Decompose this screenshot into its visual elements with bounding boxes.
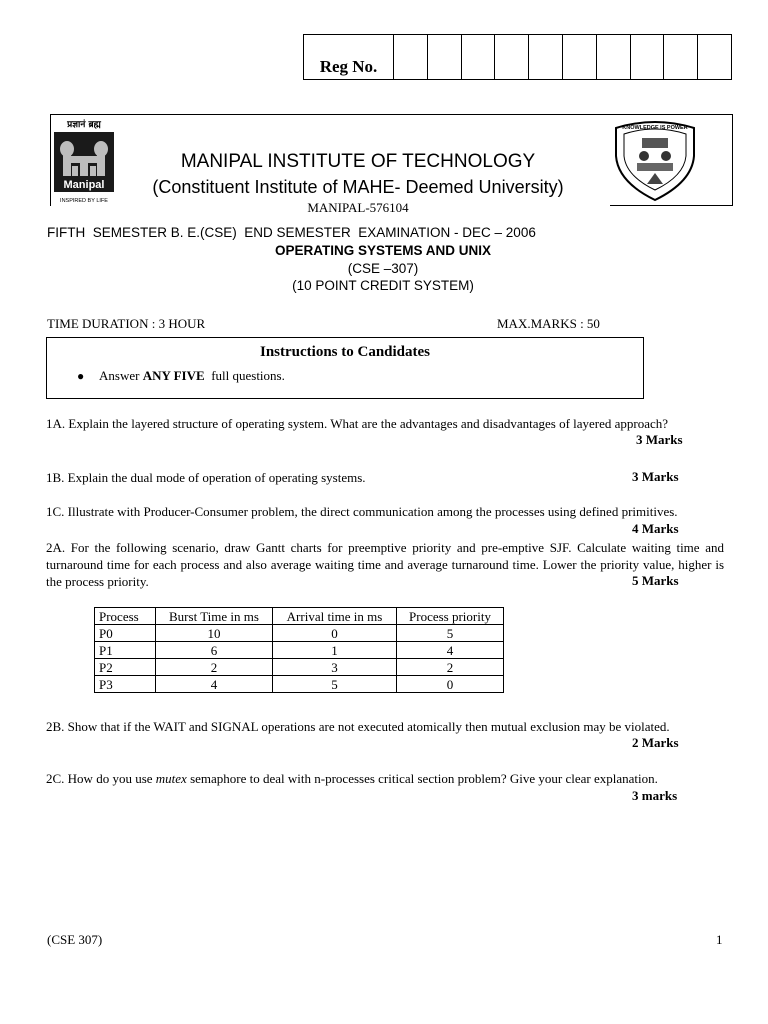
reg-no-cell — [597, 35, 631, 79]
subject-code: (CSE –307) — [347, 261, 419, 276]
question-2c: 2C. How do you use mutex semaphore to deal with n-processes critical section problem? Give your clear explanation. — [46, 771, 658, 786]
reg-no-cell — [428, 35, 462, 79]
table-header-cell: Process — [95, 608, 156, 625]
manipal-logo — [52, 116, 116, 205]
table-cell: 6 — [156, 642, 273, 659]
page-number: 1 — [716, 932, 723, 947]
table-cell: 2 — [156, 659, 273, 676]
question-1a-marks: 3 Marks — [636, 432, 683, 447]
table-cell: 5 — [397, 625, 504, 642]
question-2b-marks: 2 Marks — [632, 735, 679, 750]
table-header-cell: Process priority — [397, 608, 504, 625]
logo-motto: प्रज्ञानं ब्रह्म — [67, 120, 101, 130]
question-1c: 1C. Illustrate with Producer-Consumer problem, the direct communication among the processes using defined primitives. — [46, 504, 678, 519]
reg-no-cell — [664, 35, 698, 79]
table-header-cell: Arrival time in ms — [273, 608, 397, 625]
credit-system: (10 POINT CREDIT SYSTEM) — [292, 278, 474, 293]
question-2a-marks: 5 Marks — [632, 573, 679, 588]
table-cell: P1 — [95, 642, 156, 659]
logo-tagline: INSPIRED BY LIFE — [60, 198, 108, 204]
exam-line: FIFTH SEMESTER B. E.(CSE) END SEMESTER EXAMINATION - DEC – 2006 — [47, 225, 536, 240]
reg-no-cell — [394, 35, 428, 79]
question-1b: 1B. Explain the dual mode of operation of operating systems. — [46, 470, 366, 485]
time-duration: TIME DURATION : 3 HOUR — [47, 316, 206, 331]
table-cell: 10 — [156, 625, 273, 642]
table-header-row — [95, 608, 504, 625]
pin-code: MANIPAL-576104 — [307, 200, 409, 215]
mit-crest-logo — [612, 116, 698, 202]
question-1a: 1A. Explain the layered structure of operating system. What are the advantages and disadvantages of layered approach? — [46, 416, 669, 431]
question-1b-marks: 3 Marks — [632, 469, 679, 484]
instructions-title: Instructions to Candidates — [259, 344, 431, 360]
reg-no-label: Reg No. — [304, 35, 394, 79]
crest-motto: KNOWLEDGE IS POWER — [622, 125, 688, 131]
table-row — [95, 642, 504, 659]
table-row — [95, 625, 504, 642]
reg-no-cell — [495, 35, 529, 79]
question-2a: 2A. For the following scenario, draw Gantt charts for preemptive priority and pre-emptive SJF. Calculate waiting time and turnaround time for each process and also average waiting time and average turnaround time. Lower the priority value, higher is the process priority. — [46, 540, 724, 589]
reg-no-box — [303, 34, 732, 80]
table-header-cell: Burst Time in ms — [156, 608, 273, 625]
institute-name: MANIPAL INSTITUTE OF TECHNOLOGY — [180, 151, 536, 172]
footer-course-code: (CSE 307) — [47, 932, 103, 947]
table-cell: 0 — [273, 625, 397, 642]
question-2c-marks: 3 marks — [632, 788, 678, 803]
logo-brand: Manipal — [63, 179, 105, 191]
reg-no-cell — [462, 35, 496, 79]
subject-title: OPERATING SYSTEMS AND UNIX — [274, 243, 492, 258]
table-cell: 3 — [273, 659, 397, 676]
constituent-line: (Constituent Institute of MAHE- Deemed University) — [152, 177, 564, 197]
reg-no-cell — [631, 35, 665, 79]
table-row — [95, 676, 504, 693]
instructions-box — [46, 337, 644, 399]
process-table — [94, 607, 504, 693]
question-1c-marks: 4 Marks — [632, 521, 679, 536]
reg-no-cell — [563, 35, 597, 79]
header-frame-right — [732, 114, 733, 206]
table-cell: P3 — [95, 676, 156, 693]
header-frame-bottom — [610, 205, 732, 206]
table-row — [95, 659, 504, 676]
table-cell: 4 — [156, 676, 273, 693]
table-cell: P0 — [95, 625, 156, 642]
table-cell: 0 — [397, 676, 504, 693]
bullet-icon: ● — [77, 369, 85, 383]
table-cell: 2 — [397, 659, 504, 676]
instruction-item: ● Answer ANY FIVE full questions. — [77, 368, 285, 383]
table-cell: 5 — [273, 676, 397, 693]
reg-no-cell — [529, 35, 563, 79]
table-cell: P2 — [95, 659, 156, 676]
header-frame-top — [50, 114, 732, 115]
table-cell: 1 — [273, 642, 397, 659]
max-marks: MAX.MARKS : 50 — [497, 316, 600, 331]
question-2b: 2B. Show that if the WAIT and SIGNAL operations are not executed atomically then mutual exclusion may be violated. — [46, 719, 670, 734]
table-cell: 4 — [397, 642, 504, 659]
reg-no-cell — [698, 35, 731, 79]
header-frame-left — [50, 114, 51, 206]
